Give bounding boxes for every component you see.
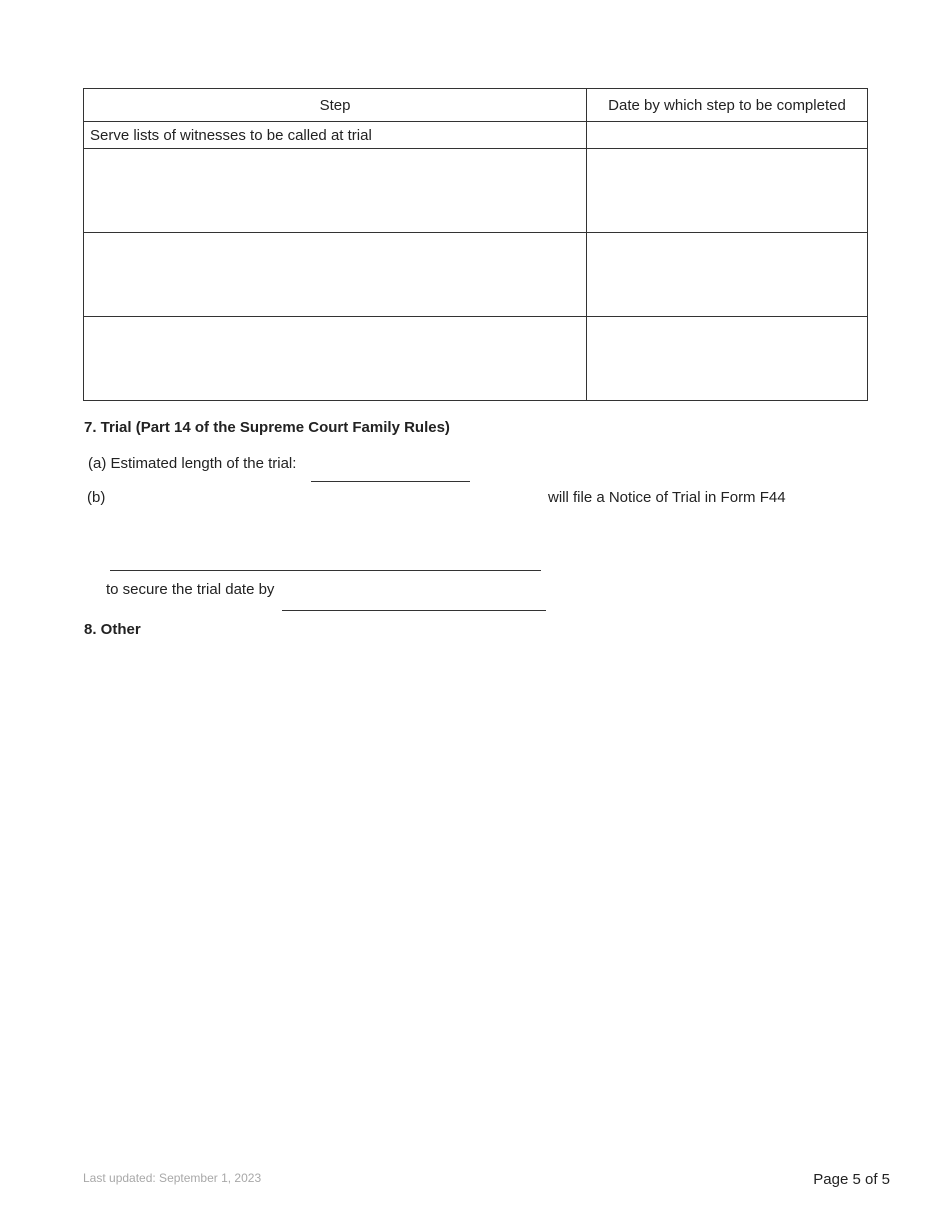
section-7-heading: 7. Trial (Part 14 of the Supreme Court Family Rules) [84,419,450,436]
date-cell[interactable] [587,233,868,317]
trial-date-field[interactable] [282,591,546,611]
secure-date-label: to secure the trial date by [106,581,275,598]
table-row [84,122,868,149]
item-b-label: (b) [87,489,106,506]
step-cell[interactable] [84,317,587,401]
header-step: Step [84,89,587,122]
section-8-heading: 8. Other [84,621,141,638]
header-date: Date by which step to be completed [587,89,868,122]
step-cell[interactable] [84,149,587,233]
table-row [84,149,868,233]
page-number: Page 5 of 5 [813,1171,890,1188]
date-cell[interactable] [587,122,868,149]
trial-length-label: (a) Estimated length of the trial: [88,455,297,472]
filing-party-field[interactable] [110,551,541,571]
step-cell[interactable] [84,233,587,317]
steps-table [83,88,868,401]
table-row [84,233,868,317]
date-cell[interactable] [587,317,868,401]
table-row [84,317,868,401]
last-updated-text: Last updated: September 1, 2023 [83,1171,262,1185]
trial-length-field[interactable] [311,462,470,482]
notice-of-trial-text: will file a Notice of Trial in Form F44 [548,489,786,506]
table-header-row [84,89,868,122]
date-cell[interactable] [587,149,868,233]
step-cell[interactable]: Serve lists of witnesses to be called at trial [84,122,587,149]
